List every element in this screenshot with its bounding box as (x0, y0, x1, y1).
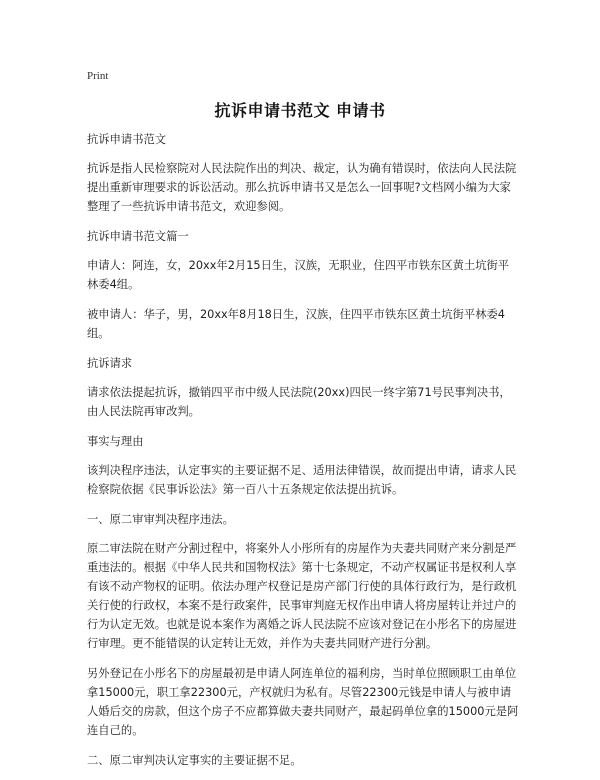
paragraph: 请求依法提起抗诉，撤销四平市中级人民法院(20xx)四民一终字第71号民事判决书，由人民法院再审改判。 (87, 386, 511, 418)
paragraph: 抗诉请求 (87, 357, 133, 370)
paragraph: 申请人：阿连，女，20xx年2月15日生，汉族，无职业，住四平市铁东区黄土坑街平林委4组。 (87, 259, 510, 291)
paragraph: 一、原二审审判决程序违法。 (87, 513, 234, 526)
paragraph: 抗诉申请书范文篇一 (87, 230, 189, 243)
paragraph: 被申请人：华子，男，20xx年8月18日生，汉族，住四平市铁东区黄土坑街平林委4组。 (87, 308, 505, 340)
document-title: 抗诉申请书范文 申请书 (214, 101, 386, 120)
paragraph: 抗诉是指人民检察院对人民法院作出的判决、裁定，认为确有错误时，依法向人民法院提出重新审理要求的诉讼活动。那么抗诉申请书又是怎么一回事呢?文档网小编为大家整理了一些抗诉申请书范文，欢迎参阅。 (87, 162, 517, 213)
document-body (87, 130, 519, 780)
paragraph: 原二审法院在财产分割过程中，将案外人小彤所有的房屋作为夫妻共同财产来分割是严重违法的。根据《中华人民共和国物权法》第十七条规定，不动产权属证书是权利人享有该不动产物权的证明。依法办理产权登记是房产部门行使的具体行政行为，是行政机关行使的行政权，本案不是行政案件，民事审判庭无权作出申请人将房屋转让并过户的行为认定无效。也就是说本案作为离婚之诉人民法院不应该对登记在小彤名下的房屋进行审理。更不能错误的认定转让无效，并作为夫妻共同财产进行分割。 (87, 542, 517, 650)
print-label: Print (87, 70, 109, 82)
paragraph: 另外登记在小彤名下的房屋最初是申请人阿连单位的福利房，当时单位照顾职工由单位拿15000元，职工拿22300元，产权就归为私有。尽管22300元钱是申请人与被申请人婚后交的房款，但这个房子不应都算做夫妻共同财产，最起码单位拿的15000元是阿连自己的。 (87, 667, 519, 737)
paragraph: 二、原二审判决认定事实的主要证据不足。 (87, 754, 302, 767)
paragraph: 事实与理由 (87, 435, 144, 448)
paragraph: 该判决程序违法，认定事实的主要证据不足、适用法律错误，故而提出申请，请求人民检察院依据《民事诉讼法》第一百八十五条规定依法提出抗诉。 (87, 464, 517, 496)
paragraph: 抗诉申请书范文 (87, 133, 167, 146)
